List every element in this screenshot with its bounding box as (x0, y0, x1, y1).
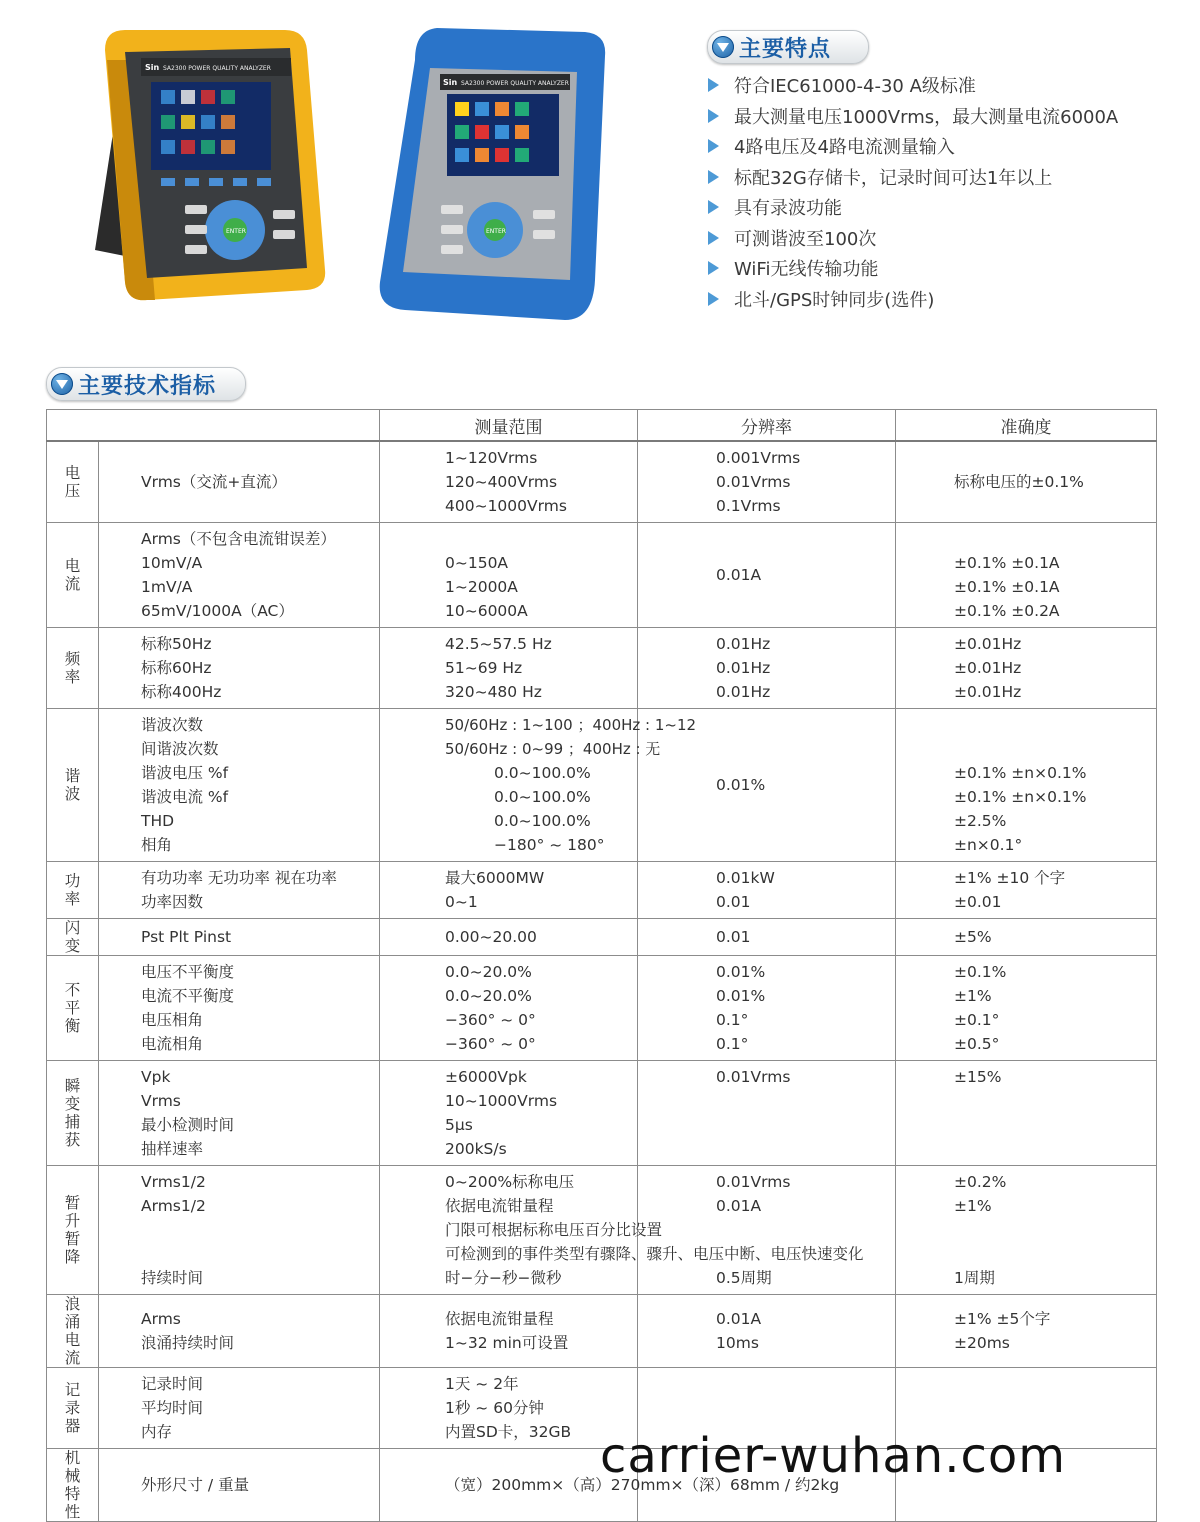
row-accuracy-line: ±5% (954, 928, 992, 946)
row-item-line: 电压不平衡度 (141, 963, 235, 981)
row-range (380, 709, 697, 862)
row-accuracy-line: ±20ms (954, 1334, 1010, 1352)
row-item (99, 628, 380, 709)
specs-section-header (46, 367, 246, 401)
row-resolution-line: 0.5周期 (716, 1269, 772, 1287)
spec-table-header-row (47, 410, 1157, 442)
row-range-line (445, 527, 637, 551)
header-accuracy: 准确度 (896, 410, 1157, 442)
header-range: 测量范围 (380, 410, 638, 442)
row-resolution (638, 862, 896, 919)
row-item-line (141, 1218, 379, 1242)
row-item-line: Arms（不包含电流钳误差） (141, 530, 336, 548)
header-blank (47, 410, 380, 442)
row-accuracy-line: ±0.01 (954, 893, 1002, 911)
row-range-line: 内置SD卡，32GB (445, 1423, 572, 1441)
row-accuracy-line (954, 1396, 1156, 1420)
row-accuracy-line (954, 1089, 1156, 1113)
row-category-label: 机械特性 (64, 1449, 81, 1521)
row-item-line: 间谐波次数 (141, 740, 219, 758)
row-accuracy (896, 919, 1157, 956)
row-accuracy-line (954, 1137, 1156, 1161)
row-accuracy-line: ±n×0.1° (954, 836, 1023, 854)
table-row (47, 862, 1157, 919)
table-row (47, 1295, 1157, 1368)
row-item-line: 外形尺寸 / 重量 (141, 1476, 250, 1494)
row-resolution-line: 0.01 (716, 893, 751, 911)
feature-text: 4路电压及4路电流测量输入 (734, 137, 955, 159)
row-accuracy-line: ±1% (954, 1197, 992, 1215)
row-category (47, 1295, 99, 1368)
row-accuracy-line: 标称电压的±0.1% (954, 473, 1084, 491)
row-item-line: Vpk (141, 1068, 171, 1086)
row-category-label: 闪变 (64, 919, 81, 955)
row-item (99, 919, 380, 956)
table-row (47, 523, 1157, 628)
row-item-line: THD (141, 812, 175, 830)
row-resolution (638, 1166, 896, 1295)
row-item-line: 浪涌持续时间 (141, 1334, 235, 1352)
row-category-label: 不平衡 (64, 981, 81, 1035)
row-resolution-line: 0.01Hz (716, 683, 771, 701)
feature-text: 北斗/GPS时钟同步(选件) (734, 289, 935, 311)
table-row (47, 709, 1157, 862)
row-range-line: 可检测到的事件类型有骤降、骤升、电压中断、电压快速变化 (445, 1245, 864, 1263)
row-accuracy-line: ±0.01Hz (954, 683, 1022, 701)
row-item-line (141, 1242, 379, 1266)
feature-item (706, 223, 1118, 254)
row-resolution-line: 0.001Vrms (716, 449, 801, 467)
row-range-line: ±6000Vpk (445, 1068, 527, 1086)
row-accuracy (896, 1166, 1157, 1295)
row-resolution-line: 0.1° (716, 1035, 749, 1053)
row-range-line: 320~480 Hz (445, 683, 542, 701)
row-range-line: −360° ~ 0° (445, 1035, 536, 1053)
row-accuracy-line: ±1% (954, 987, 992, 1005)
yellow-analyzer-device (95, 30, 325, 300)
row-range-line: 依据电流钳量程 (445, 1197, 554, 1215)
row-range (380, 919, 638, 956)
product-image (85, 20, 625, 340)
row-accuracy-line (954, 1242, 1156, 1266)
row-item-line: 内存 (141, 1423, 173, 1441)
row-item-line: 持续时间 (141, 1269, 204, 1287)
row-resolution-line: 0.01% (716, 987, 766, 1005)
row-accuracy-line (954, 527, 1156, 551)
row-item (99, 1166, 380, 1295)
row-item (99, 1061, 380, 1166)
row-accuracy-line: ±0.01Hz (954, 659, 1022, 677)
feature-text: 标配32G存储卡，记录时间可达1年以上 (734, 167, 1053, 189)
row-range (380, 862, 638, 919)
row-resolution-line: 0.01Vrms (716, 473, 791, 491)
feature-item (706, 192, 1118, 223)
spec-table (46, 409, 1157, 1522)
row-resolution (638, 1295, 896, 1368)
row-category-label: 电流 (64, 557, 81, 593)
row-item (99, 709, 380, 862)
features-section-header (707, 30, 869, 64)
row-item (99, 956, 380, 1061)
row-item-line: Arms (141, 1310, 181, 1328)
feature-text: 具有录波功能 (734, 198, 842, 220)
row-accuracy-line: ±0.1% ±0.2A (954, 602, 1060, 620)
table-row (47, 1166, 1157, 1295)
row-category (47, 1061, 99, 1166)
row-range (380, 1295, 638, 1368)
table-row (47, 1061, 1157, 1166)
triangle-right-icon (708, 292, 719, 306)
row-range-line: −180° ~ 180° (494, 836, 605, 854)
row-range (380, 441, 638, 523)
row-range-line: （宽）200mm×（高）270mm×（深）68mm / 约2kg (445, 1476, 840, 1494)
svg-text:Sin: Sin (145, 63, 160, 72)
header-resolution: 分辨率 (638, 410, 896, 442)
row-item-line: 标称50Hz (141, 635, 212, 653)
row-range-line: 51~69 Hz (445, 659, 523, 677)
row-range-line: 50/60Hz : 0~99 ；400Hz : 无 (445, 740, 661, 758)
feature-item (706, 70, 1118, 101)
row-category-label: 频率 (64, 650, 81, 686)
row-range-line: 10~1000Vrms (445, 1092, 558, 1110)
row-accuracy (896, 628, 1157, 709)
row-category (47, 956, 99, 1061)
row-category (47, 523, 99, 628)
row-category (47, 862, 99, 919)
row-item-line: 标称60Hz (141, 659, 212, 677)
row-resolution-line: 0.01A (716, 1310, 762, 1328)
row-accuracy-line: ±0.1% (954, 963, 1007, 981)
row-range (380, 1368, 638, 1449)
features-list (706, 70, 1118, 314)
row-item-line: 电流相角 (141, 1035, 204, 1053)
row-range-line: 最大6000MW (445, 869, 545, 887)
row-item (99, 1295, 380, 1368)
row-resolution-line (716, 1372, 895, 1396)
row-item-line: Arms1/2 (141, 1197, 206, 1215)
row-item (99, 1449, 380, 1522)
feature-item (706, 162, 1118, 193)
row-item (99, 862, 380, 919)
row-range-line: 120~400Vrms (445, 473, 558, 491)
row-range-line: 0.00~20.00 (445, 928, 537, 946)
row-accuracy-line (954, 1218, 1156, 1242)
row-accuracy-line: ±1% ±10 个字 (954, 869, 1066, 887)
row-resolution-line: 0.01Vrms (716, 1068, 791, 1086)
row-item-line: 谐波电压 %f (141, 764, 229, 782)
row-item-line: 65mV/1000A（AC） (141, 602, 294, 620)
row-range-line: 时−分−秒−微秒 (445, 1269, 562, 1287)
svg-text:SA2300 POWER QUALITY ANALYZER: SA2300 POWER QUALITY ANALYZER (461, 80, 569, 87)
row-accuracy (896, 441, 1157, 523)
row-category (47, 919, 99, 956)
row-range (380, 956, 638, 1061)
row-resolution-line: 0.1° (716, 1011, 749, 1029)
table-row (47, 919, 1157, 956)
triangle-right-icon (708, 231, 719, 245)
features-title: 主要特点 (739, 36, 832, 62)
row-item-line: 记录时间 (141, 1375, 204, 1393)
svg-text:Sin: Sin (443, 78, 458, 87)
row-range-line: −360° ~ 0° (445, 1011, 536, 1029)
row-resolution (638, 1061, 896, 1166)
row-resolution (638, 919, 896, 956)
row-accuracy (896, 523, 1157, 628)
row-category-label: 谐波 (64, 767, 81, 803)
row-item-line: 1mV/A (141, 578, 193, 596)
row-accuracy-line (954, 1372, 1156, 1396)
row-resolution-line: 10ms (716, 1334, 759, 1352)
row-range (380, 1061, 638, 1166)
row-accuracy-line: ±0.2% (954, 1173, 1007, 1191)
row-category (47, 709, 99, 862)
row-item-line: 功率因数 (141, 893, 204, 911)
row-item-line: 谐波电流 %f (141, 788, 229, 806)
row-item-line: Pst Plt Pinst (141, 928, 232, 946)
row-category (47, 628, 99, 709)
row-item-line: 10mV/A (141, 554, 203, 572)
row-range (380, 628, 638, 709)
row-range-line: 0~1 (445, 893, 478, 911)
row-resolution-line (716, 1137, 895, 1161)
svg-text:SA2300 POWER QUALITY ANALYZER: SA2300 POWER QUALITY ANALYZER (163, 65, 271, 72)
feature-text: 可测谐波至100次 (734, 228, 877, 250)
row-resolution-line: 0.01Hz (716, 659, 771, 677)
row-item-line: 电流不平衡度 (141, 987, 235, 1005)
table-row (47, 956, 1157, 1061)
watermark: carrier-wuhan.com (600, 1428, 1066, 1484)
row-range-line: 0~200%标称电压 (445, 1173, 575, 1191)
row-accuracy-line: ±15% (954, 1068, 1002, 1086)
row-resolution-line: 0.01Vrms (716, 1173, 791, 1191)
triangle-right-icon (708, 139, 719, 153)
row-item-line: 标称400Hz (141, 683, 222, 701)
row-resolution-line: 0.01% (716, 963, 766, 981)
row-range-line: 1~2000A (445, 578, 518, 596)
row-accuracy-line: ±0.1% ±0.1A (954, 554, 1060, 572)
row-category-label: 暂升暂降 (64, 1194, 81, 1266)
row-range-line: 10~6000A (445, 602, 528, 620)
blue-analyzer-device (380, 28, 605, 320)
row-item-line: Vrms（交流+直流） (141, 473, 287, 491)
row-resolution (638, 523, 896, 628)
row-accuracy-line: 1周期 (954, 1269, 995, 1287)
row-category (47, 441, 99, 523)
row-resolution-line (716, 1089, 895, 1113)
row-resolution-line: 0.01% (716, 776, 766, 794)
row-resolution-line (716, 1113, 895, 1137)
row-resolution-line: 0.1Vrms (716, 497, 781, 515)
row-range-line: 0.0~100.0% (494, 788, 591, 806)
row-accuracy-line: ±2.5% (954, 812, 1007, 830)
feature-item (706, 253, 1118, 284)
row-item-line: 相角 (141, 836, 173, 854)
row-item-line: 谐波次数 (141, 716, 204, 734)
row-accuracy-line: ±0.01Hz (954, 635, 1022, 653)
row-accuracy (896, 709, 1157, 862)
svg-text:ENTER: ENTER (486, 228, 506, 235)
triangle-right-icon (708, 261, 719, 275)
row-item-line: 有功功率 无功功率 视在功率 (141, 869, 337, 887)
row-category (47, 1166, 99, 1295)
row-accuracy-line (954, 737, 1156, 761)
row-accuracy-line: ±0.1% ±0.1A (954, 578, 1060, 596)
row-range-line: 0.0~100.0% (494, 764, 591, 782)
row-item-line: 电压相角 (141, 1011, 204, 1029)
row-item (99, 441, 380, 523)
row-range-line: 400~1000Vrms (445, 497, 567, 515)
row-item-line: 最小检测时间 (141, 1116, 235, 1134)
row-range-line: 1天 ~ 2年 (445, 1375, 519, 1393)
row-resolution-line: 0.01A (716, 566, 762, 584)
row-accuracy (896, 1061, 1157, 1166)
row-range-line: 1~120Vrms (445, 449, 538, 467)
feature-text: WiFi无线传输功能 (734, 259, 879, 281)
row-item-line: Vrms1/2 (141, 1173, 206, 1191)
row-resolution (638, 441, 896, 523)
row-range-line: 5μs (445, 1116, 473, 1134)
row-range-line: 42.5~57.5 Hz (445, 635, 552, 653)
row-accuracy-line: ±0.1° (954, 1011, 1000, 1029)
row-item (99, 523, 380, 628)
row-range-line: 0.0~20.0% (445, 987, 532, 1005)
row-category-label: 电压 (64, 464, 81, 500)
row-accuracy-line: ±0.5° (954, 1035, 1000, 1053)
svg-text:ENTER: ENTER (226, 228, 246, 235)
row-category (47, 1368, 99, 1449)
row-range (380, 523, 638, 628)
feature-text: 符合IEC61000-4-30 A级标准 (734, 76, 976, 98)
row-range-line: 0.0~20.0% (445, 963, 532, 981)
triangle-down-icon (712, 36, 734, 58)
row-category (47, 1449, 99, 1522)
table-row (47, 441, 1157, 523)
row-accuracy-line: ±0.1% ±n×0.1% (954, 764, 1087, 782)
row-item (99, 1368, 380, 1449)
row-range-line: 依据电流钳量程 (445, 1310, 554, 1328)
triangle-right-icon (708, 200, 719, 214)
row-item-line: 抽样速率 (141, 1140, 204, 1158)
row-resolution (638, 956, 896, 1061)
triangle-right-icon (708, 78, 719, 92)
row-range-line: 50/60Hz : 1~100 ；400Hz : 1~12 (445, 716, 697, 734)
table-row (47, 628, 1157, 709)
row-range-line: 门限可根据标称电压百分比设置 (445, 1221, 663, 1239)
row-accuracy (896, 1295, 1157, 1368)
row-accuracy (896, 956, 1157, 1061)
row-range-line: 1秒 ~ 60分钟 (445, 1399, 544, 1417)
feature-item (706, 284, 1118, 315)
row-resolution-line (716, 1396, 895, 1420)
triangle-right-icon (708, 170, 719, 184)
row-resolution-line (716, 1218, 895, 1242)
row-accuracy (896, 862, 1157, 919)
row-range (380, 1449, 840, 1522)
row-category-label: 记录器 (64, 1381, 81, 1435)
feature-item (706, 131, 1118, 162)
row-range-line: 1~32 min可设置 (445, 1334, 569, 1352)
triangle-right-icon (708, 109, 719, 123)
row-range-line: 0~150A (445, 554, 509, 572)
row-item-line: 平均时间 (141, 1399, 204, 1417)
row-accuracy-line: ±0.1% ±n×0.1% (954, 788, 1087, 806)
row-resolution-line: 0.01kW (716, 869, 775, 887)
row-accuracy-line (954, 1113, 1156, 1137)
row-resolution (638, 628, 896, 709)
row-range-line: 200kS/s (445, 1140, 507, 1158)
row-category-label: 功率 (64, 872, 81, 908)
row-range-line: 0.0~100.0% (494, 812, 591, 830)
row-category-label: 瞬变捕获 (64, 1077, 81, 1149)
row-resolution-line: 0.01Hz (716, 635, 771, 653)
triangle-down-icon (51, 373, 73, 395)
row-category-label: 浪涌电流 (64, 1295, 81, 1367)
feature-item (706, 101, 1118, 132)
row-resolution-line: 0.01 (716, 928, 751, 946)
row-resolution-line: 0.01A (716, 1197, 762, 1215)
row-item-line: Vrms (141, 1092, 181, 1110)
row-accuracy-line: ±1% ±5个字 (954, 1310, 1051, 1328)
feature-text: 最大测量电压1000Vrms，最大测量电流6000A (734, 106, 1119, 128)
specs-title: 主要技术指标 (78, 373, 217, 399)
row-accuracy-line (954, 713, 1156, 737)
